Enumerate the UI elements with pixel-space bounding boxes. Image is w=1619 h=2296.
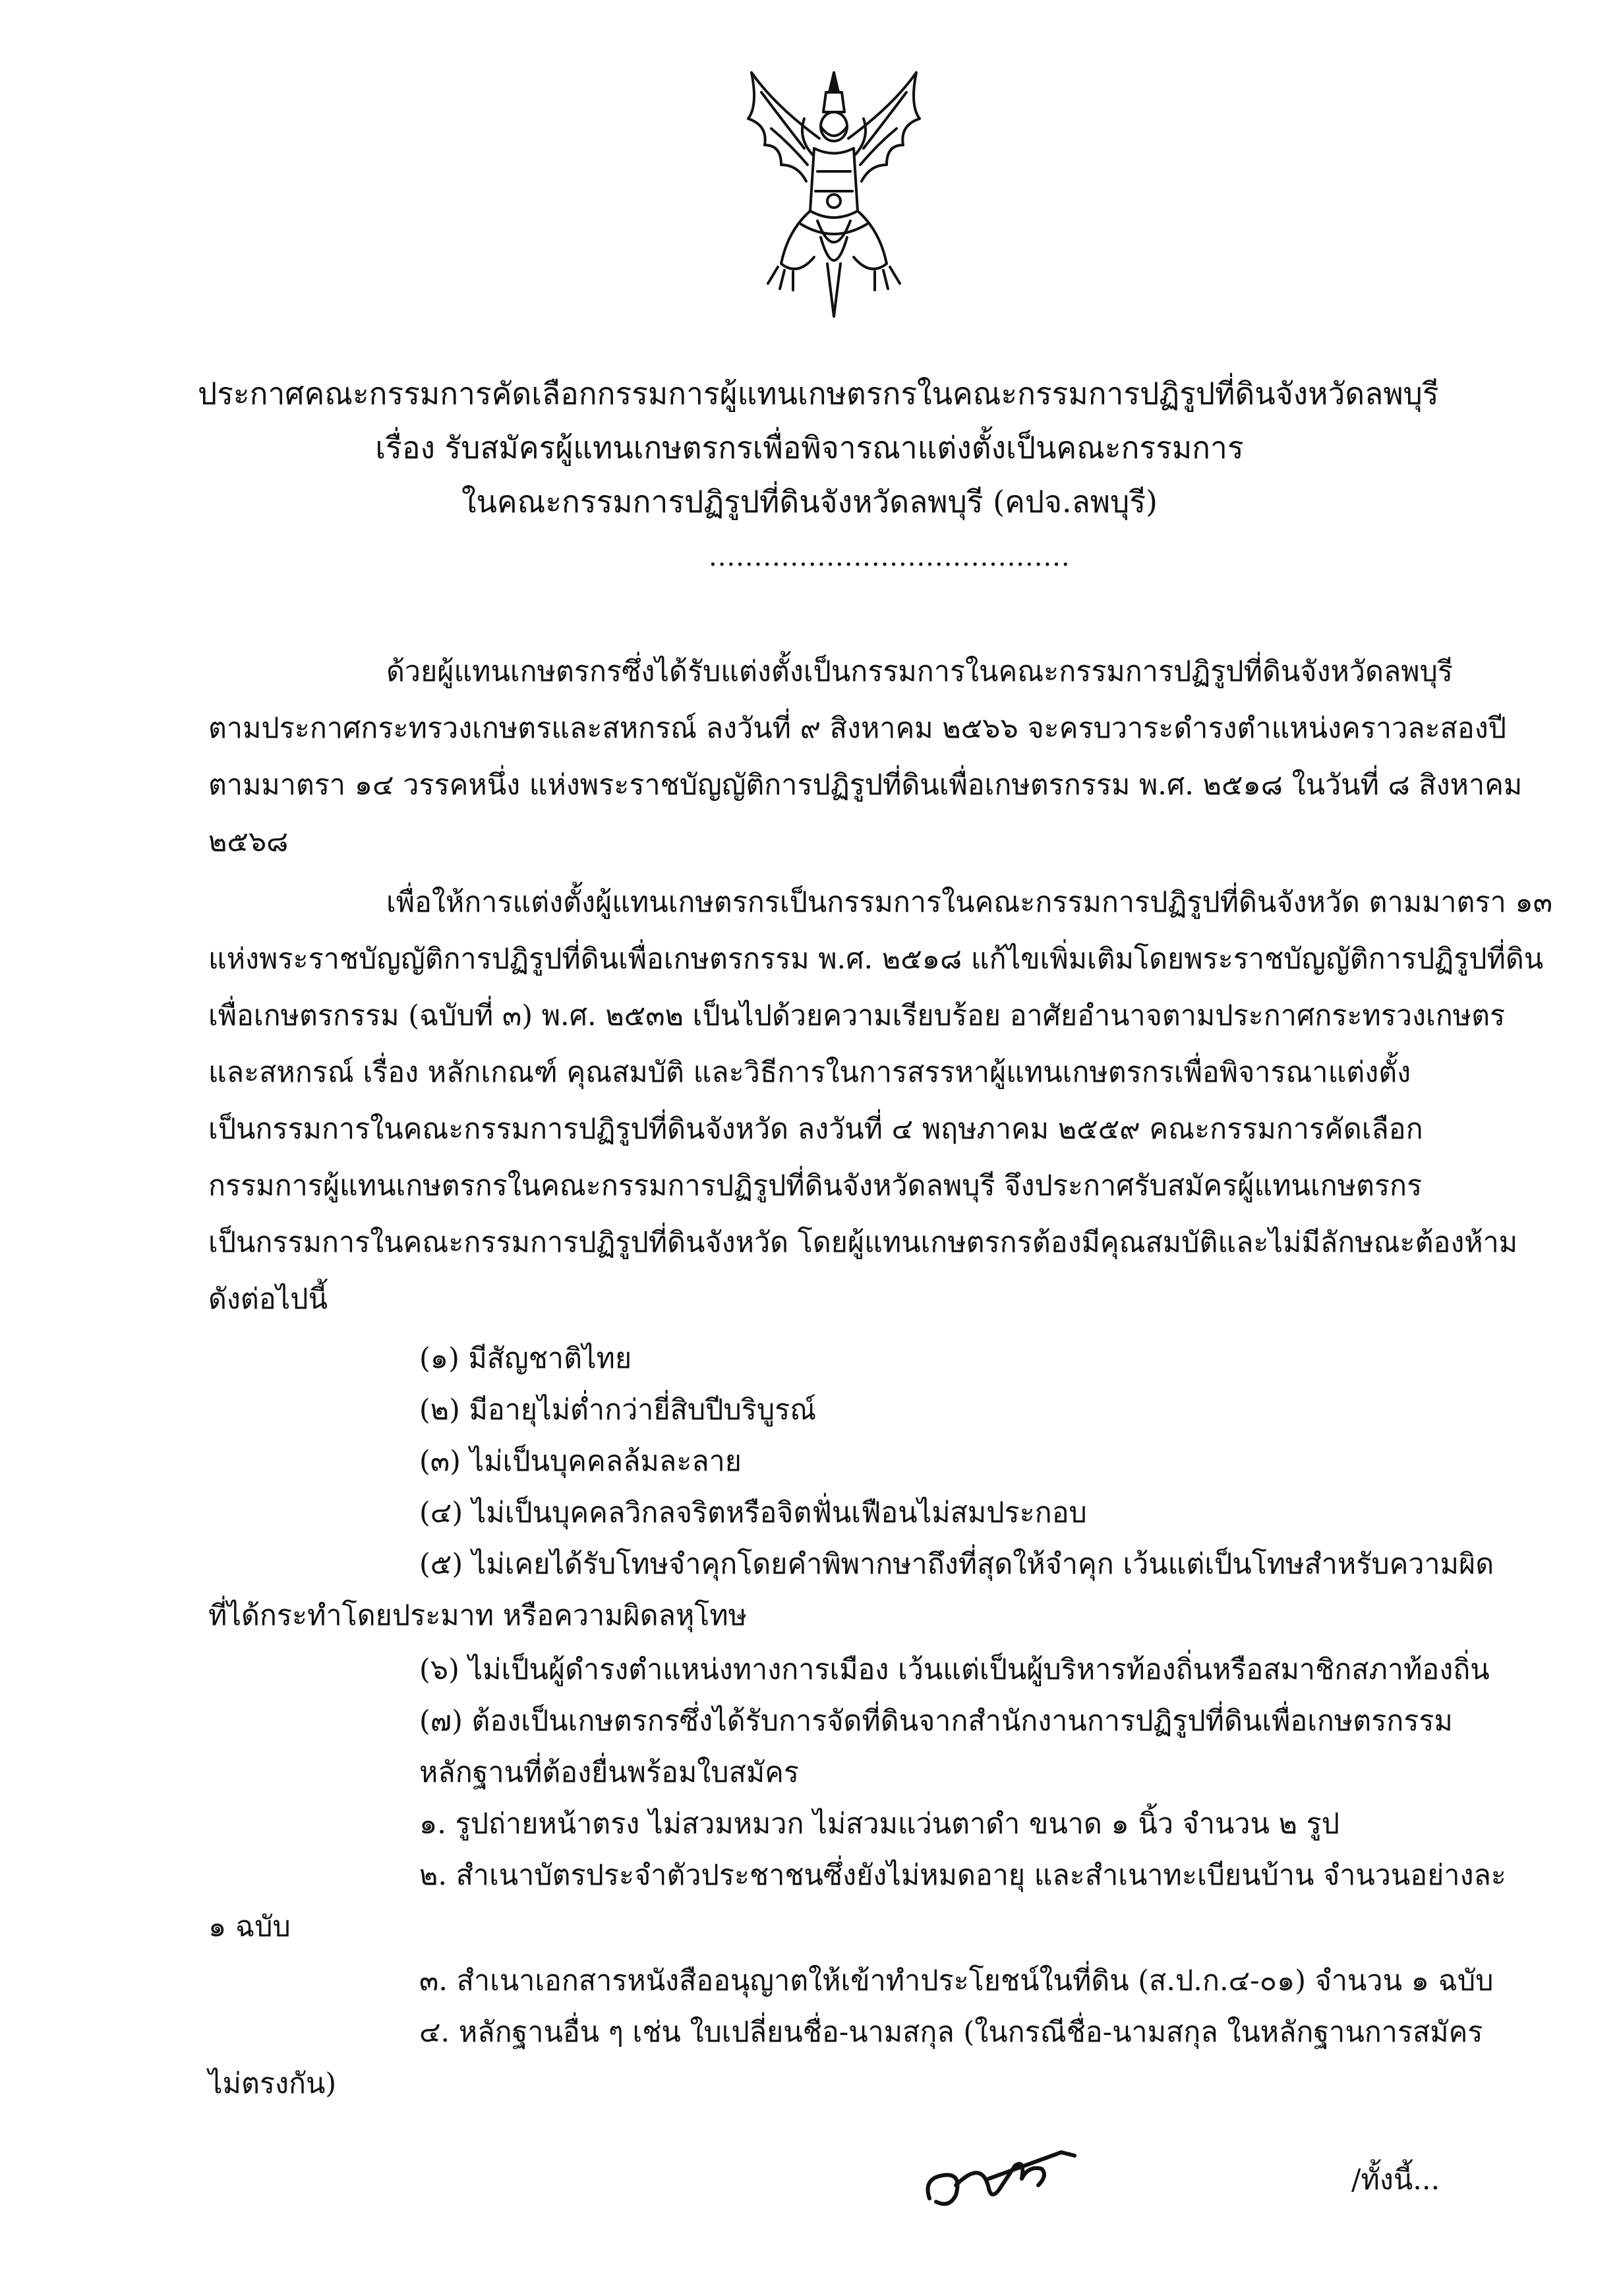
- qualification-2: (๒) มีอายุไม่ต่ำกว่ายี่สิบปีบริบูรณ์: [419, 1394, 817, 1427]
- p2-line-5: เป็นกรรมการในคณะกรรมการปฏิรูปที่ดินจังหวัด ลงวันที่ ๔ พฤษภาคม ๒๕๕๙ คณะกรรมการคัดเลือก: [208, 1113, 1423, 1146]
- garuda-emblem-icon: [735, 66, 933, 330]
- p2-line-2: แห่งพระราชบัญญัติการปฏิรูปที่ดินเพื่อเกษตรกรรม พ.ศ. ๒๕๑๘ แก้ไขเพิ่มเติมโดยพระราชบัญญัติการปฏิรูปที่ดิน: [208, 943, 1544, 976]
- qualification-4: (๔) ไม่เป็นบุคคลวิกลจริตหรือจิตฟั่นเฟือนไม่สมประกอบ: [419, 1496, 1087, 1529]
- evidence-4-cont: ไม่ตรงกัน): [208, 2067, 337, 2100]
- p1-line-3: ตามมาตรา ๑๔ วรรคหนึ่ง แห่งพระราชบัญญัติการปฏิรูปที่ดินเพื่อเกษตรกรรม พ.ศ. ๒๕๑๘ ในวันที่ ๘ สิงหาคม: [208, 769, 1523, 802]
- qualification-1: (๑) มีสัญชาติไทย: [419, 1342, 632, 1375]
- announcement-title: ประกาศคณะกรรมการคัดเลือกกรรมการผู้แทนเกษตรกรในคณะกรรมการปฏิรูปที่ดินจังหวัดลพบุรี: [198, 376, 1439, 411]
- evidence-heading: หลักฐานที่ต้องยื่นพร้อมใบสมัคร: [419, 1756, 800, 1789]
- p2-line-1: เพื่อให้การแต่งตั้งผู้แทนเกษตรกรเป็นกรรมการในคณะกรรมการปฏิรูปที่ดินจังหวัด ตามมาตรา ๑๓: [386, 886, 1553, 919]
- heading-separator: ........................................: [709, 542, 1071, 572]
- p2-line-6: กรรมการผู้แทนเกษตรกรในคณะกรรมการปฏิรูปที่ดินจังหวัดลพบุรี จึงประกาศรับสมัครผู้แทนเกษตรกร: [208, 1169, 1423, 1202]
- p2-line-7: เป็นกรรมการในคณะกรรมการปฏิรูปที่ดินจังหวัด โดยผู้แทนเกษตรกรต้องมีคุณสมบัติและไม่มีลักษณะต้องห้าม: [208, 1226, 1518, 1259]
- p2-line-4: และสหกรณ์ เรื่อง หลักเกณฑ์ คุณสมบัติ และวิธีการในการสรรหาผู้แทนเกษตรกรเพื่อพิจารณาแต่งตั้ง: [208, 1056, 1411, 1089]
- p1-line-1: ด้วยผู้แทนเกษตรกรซึ่งได้รับแต่งตั้งเป็นกรรมการในคณะกรรมการปฏิรูปที่ดินจังหวัดลพบุรี: [386, 655, 1453, 688]
- p1-line-4: ๒๕๖๘: [208, 825, 289, 858]
- qualification-5: (๕) ไม่เคยได้รับโทษจำคุกโดยคำพิพากษาถึงที่สุดให้จำคุก เว้นแต่เป็นโทษสำหรับความผิด: [419, 1548, 1494, 1581]
- signature-image: [916, 2139, 1114, 2218]
- signature-icon: [916, 2139, 1114, 2218]
- evidence-1: ๑. รูปถ่ายหน้าตรง ไม่สวมหมวก ไม่สวมแว่นตาดำ ขนาด ๑ นิ้ว จำนวน ๒ รูป: [419, 1808, 1340, 1840]
- p2-line-3: เพื่อเกษตรกรรม (ฉบับที่ ๓) พ.ศ. ๒๕๓๒ เป็นไปด้วยความเรียบร้อย อาศัยอำนาจตามประกาศกระทรวงเกษตร: [208, 999, 1506, 1032]
- qualification-5-cont: ที่ได้กระทำโดยประมาท หรือความผิดลหุโทษ: [208, 1599, 748, 1632]
- continued-marker: /ทั้งนี้...: [1351, 2164, 1440, 2196]
- evidence-3: ๓. สำเนาเอกสารหนังสืออนุญาตให้เข้าทำประโยชน์ในที่ดิน (ส.ป.ก.๔-๐๑) จำนวน ๑ ฉบับ: [419, 1964, 1494, 1997]
- p1-line-2: ตามประกาศกระทรวงเกษตรและสหกรณ์ ลงวันที่ ๙ สิงหาคม ๒๕๖๖ จะครบวาระดำรงตำแหน่งคราวละสองปี: [208, 712, 1507, 745]
- announcement-heading: [198, 367, 1439, 529]
- evidence-2-cont: ๑ ฉบับ: [208, 1910, 291, 1943]
- evidence-2: ๒. สำเนาบัตรประจำตัวประชาชนซึ่งยังไม่หมดอายุ และสำเนาทะเบียนบ้าน จำนวนอย่างละ: [419, 1859, 1506, 1892]
- p2-line-8: ดังต่อไปนี้: [208, 1283, 328, 1316]
- announcement-subject-cont: ในคณะกรรมการปฏิรูปที่ดินจังหวัดลพบุรี (คปจ.ลพบุรี): [461, 484, 1158, 519]
- evidence-4: ๔. หลักฐานอื่น ๆ เช่น ใบเปลี่ยนชื่อ-นามสกุล (ในกรณีชื่อ-นามสกุล ในหลักฐานการสมัคร: [419, 2016, 1483, 2049]
- qualification-3: (๓) ไม่เป็นบุคคลล้มละลาย: [419, 1445, 742, 1478]
- qualification-7: (๗) ต้องเป็นเกษตรกรซึ่งได้รับการจัดที่ดินจากสำนักงานการปฏิรูปที่ดินเพื่อเกษตรกรรม: [419, 1705, 1453, 1738]
- announcement-subject: เรื่อง รับสมัครผู้แทนเกษตรกรเพื่อพิจารณาแต่งตั้งเป็นคณะกรรมการ: [375, 430, 1244, 465]
- qualification-6: (๖) ไม่เป็นผู้ดำรงตำแหน่งทางการเมือง เว้นแต่เป็นผู้บริหารท้องถิ่นหรือสมาชิกสภาท้องถิ่น: [419, 1653, 1490, 1686]
